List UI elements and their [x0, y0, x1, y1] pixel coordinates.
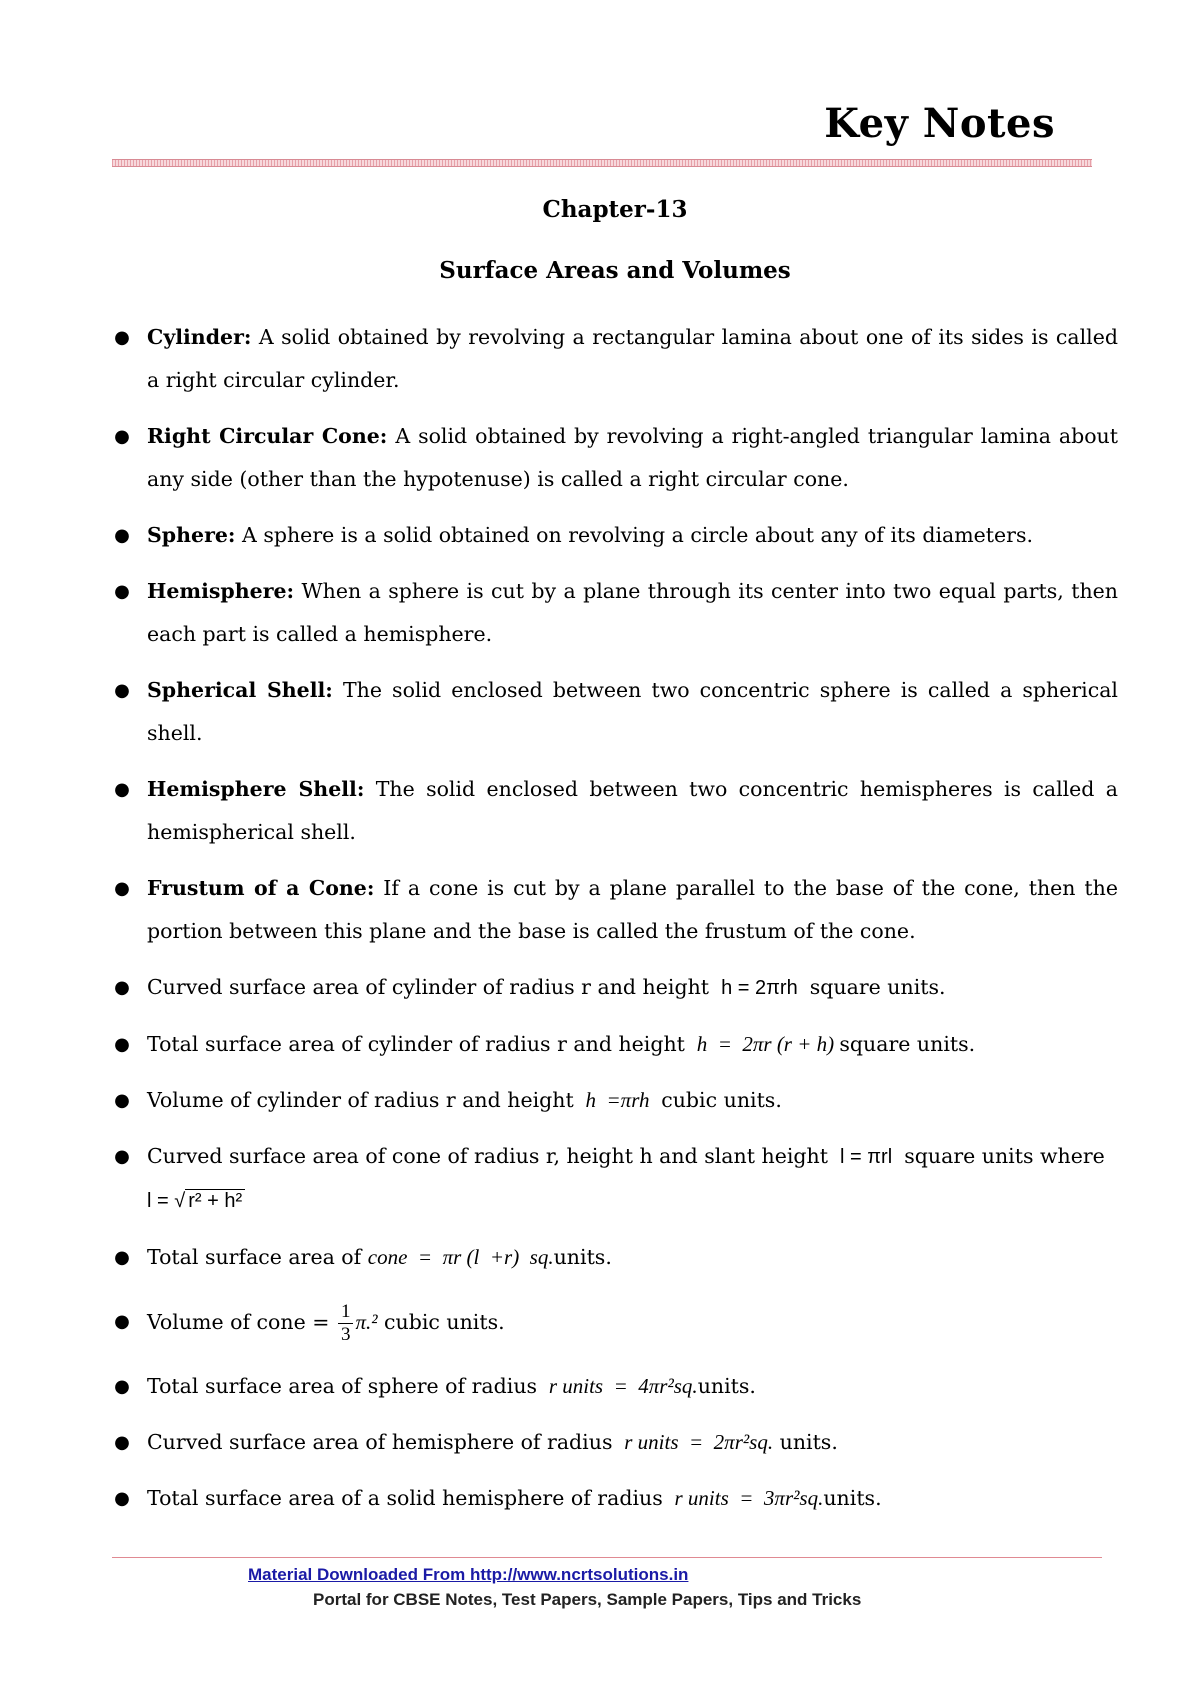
formula-text: cubic units.	[377, 1310, 505, 1334]
formula-text: square units.	[839, 1032, 976, 1056]
formula-text: Volume of cone =	[147, 1310, 336, 1334]
formula-math: h =πrh	[580, 1088, 655, 1112]
radicand: r² + h²	[185, 1189, 245, 1212]
chapter-title: Surface Areas and Volumes	[439, 257, 791, 284]
formula-text: units.	[697, 1374, 756, 1398]
formula-text: square units where	[897, 1144, 1105, 1168]
note-term: Right Circular Cone:	[147, 424, 388, 448]
note-term: Frustum of a Cone:	[147, 876, 375, 900]
formula-text: Curved surface area of cone of radius r, height h and slant height	[147, 1144, 835, 1168]
note-sphere	[112, 514, 1118, 557]
formula-text: Total surface area of	[147, 1245, 368, 1269]
formula-volume-cone	[112, 1292, 1118, 1352]
chapter-number: Chapter-13	[542, 196, 688, 223]
formula-math: r units = 4πr²sq.	[543, 1374, 698, 1398]
formula-csa-hemisphere	[112, 1421, 1118, 1464]
formula-math: h = 2πrh	[715, 977, 804, 999]
bullet-icon: ●	[114, 525, 130, 546]
footer-source-link[interactable]: Material Downloaded From http://www.ncrtsolutions.in	[248, 1565, 689, 1584]
formula-text: units.	[823, 1486, 882, 1510]
note-text: A solid obtained by revolving a right-angled triangular lamina about any side (other than the hypotenuse) is called a right circular cone.	[147, 424, 1118, 491]
bullet-icon: ●	[114, 327, 130, 348]
fraction-denominator: 3	[340, 1324, 351, 1345]
note-term: Hemisphere Shell:	[147, 777, 365, 801]
formula-math: π.²	[355, 1310, 378, 1334]
bullet-icon: ●	[114, 1311, 130, 1332]
bullet-icon: ●	[114, 1090, 130, 1111]
formula-text: square units.	[803, 975, 946, 999]
bullet-icon: ●	[114, 1432, 130, 1453]
formula-text: units.	[553, 1245, 612, 1269]
header-divider	[112, 159, 1092, 167]
formula-text: Total surface area of sphere of radius	[147, 1374, 544, 1398]
footer-divider	[112, 1557, 1102, 1558]
formula-text: Curved surface area of cylinder of radius r and height	[147, 975, 716, 999]
bullet-icon: ●	[114, 878, 130, 899]
formula-tsa-cylinder	[112, 1023, 1118, 1066]
bullet-icon: ●	[114, 977, 130, 998]
formula-math: h = 2πr (r + h)	[691, 1032, 840, 1056]
formula-tsa-sphere	[112, 1365, 1118, 1408]
note-frustum	[112, 867, 1118, 953]
formula-math: cone = πr (l +r) sq.	[367, 1245, 554, 1269]
formula-math: r units = 2πr²sq.	[618, 1430, 774, 1454]
bullet-icon: ●	[114, 779, 130, 800]
footer-tagline: Portal for CBSE Notes, Test Papers, Sample Papers, Tips and Tricks	[313, 1590, 862, 1609]
note-hemisphere-shell	[112, 768, 1118, 854]
note-hemisphere	[112, 570, 1118, 656]
note-term: Spherical Shell:	[147, 678, 333, 702]
note-text: The solid enclosed between two concentric sphere is called a spherical shell.	[147, 678, 1118, 745]
formula-tsa-solid-hemisphere	[112, 1477, 1118, 1520]
formula-text: cubic units.	[654, 1088, 782, 1112]
note-text: If a cone is cut by a plane parallel to the base of the cone, then the portion between this plane and the base is called the frustum of the cone.	[147, 876, 1118, 943]
bullet-icon: ●	[114, 581, 130, 602]
page-header-title: Key Notes	[824, 100, 1055, 147]
note-right-circular-cone	[112, 415, 1118, 501]
note-text: A sphere is a solid obtained on revolving a circle about any of its diameters.	[235, 523, 1033, 547]
bullet-icon: ●	[114, 1488, 130, 1509]
formula-text: units.	[773, 1430, 838, 1454]
bullet-icon: ●	[114, 1034, 130, 1055]
note-term: Cylinder:	[147, 325, 252, 349]
bullet-icon: ●	[114, 426, 130, 447]
note-cylinder	[112, 316, 1118, 402]
formula-csa-cone	[112, 1135, 1118, 1223]
bullet-icon: ●	[114, 1247, 130, 1268]
formula-text: Total surface area of a solid hemisphere of radius	[147, 1486, 670, 1510]
fraction-numerator: 1	[338, 1301, 354, 1324]
formula-math: r units = 3πr²sq.	[669, 1486, 824, 1510]
key-notes-list	[112, 316, 1118, 1520]
formula-text: Curved surface area of hemisphere of radius	[147, 1430, 619, 1454]
bullet-icon: ●	[114, 1146, 130, 1167]
note-text: The solid enclosed between two concentric hemispheres is called a hemispherical shell.	[147, 777, 1118, 844]
fraction	[338, 1301, 354, 1346]
square-root-icon: √ r² + h²	[174, 1180, 245, 1223]
note-term: Sphere:	[147, 523, 236, 547]
note-spherical-shell	[112, 669, 1118, 755]
note-term: Hemisphere:	[147, 579, 295, 603]
formula-math: l = πrl	[834, 1146, 898, 1168]
note-text: When a sphere is cut by a plane through its center into two equal parts, then each part is called a hemisphere.	[147, 579, 1118, 646]
bullet-icon: ●	[114, 1376, 130, 1397]
formula-text: Volume of cylinder of radius r and height	[147, 1088, 581, 1112]
formula-text: Total surface area of cylinder of radius r and height	[147, 1032, 692, 1056]
slant-height-lhs: l =	[147, 1190, 175, 1212]
formula-tsa-cone	[112, 1236, 1118, 1279]
formula-volume-cylinder	[112, 1079, 1118, 1122]
formula-csa-cylinder	[112, 966, 1118, 1010]
bullet-icon: ●	[114, 680, 130, 701]
note-text: A solid obtained by revolving a rectangular lamina about one of its sides is called a right circular cylinder.	[147, 325, 1118, 392]
